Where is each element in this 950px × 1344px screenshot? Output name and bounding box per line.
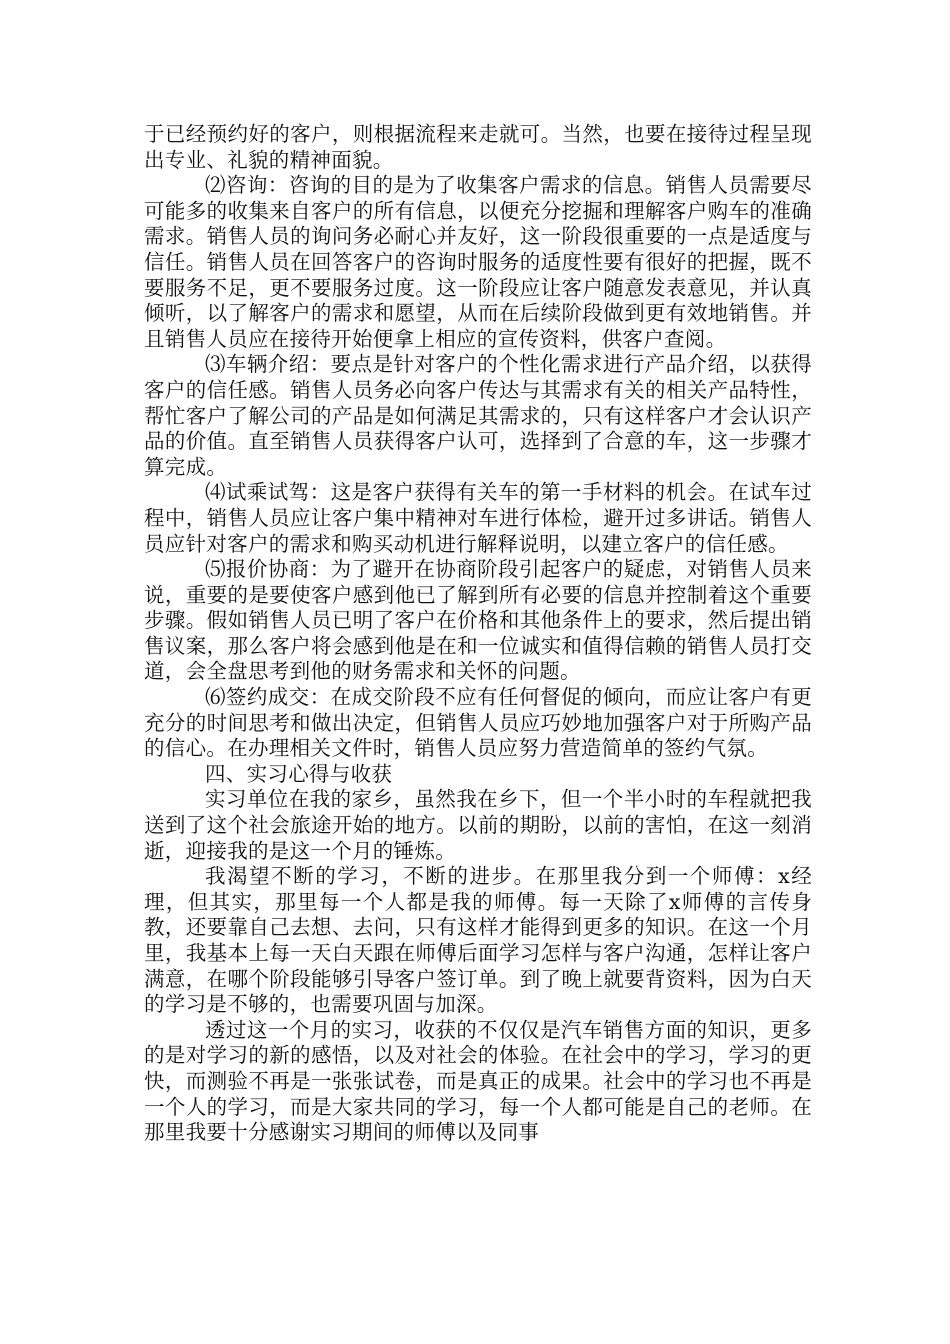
document-body: [144, 122, 812, 1146]
paragraph-internship-gains: 透过这一个月的实习，收获的不仅仅是汽车销售方面的知识，更多的是对学习的新的感悟，以及对社会的体验。在社会中的学习，学习的更快，而测验不再是一张张试卷，而是真正的成果。社会中的学习也不再是一个人的学习，而是大家共同的学习，每一个人都可能是自己的老师。在那里我要十分感谢实习期间的师傅以及同事: [144, 1017, 812, 1145]
paragraph-internship-location: 实习单位在我的家乡，虽然我在乡下，但一个半小时的车程就把我送到了这个社会旅途开始的地方。以前的期盼，以前的害怕，在这一刻消逝，迎接我的是这一个月的锤炼。: [144, 787, 812, 863]
section-heading: 四、实习心得与收获: [205, 761, 393, 786]
paragraph-test-drive: ⑷试乘试驾：这是客户获得有关车的第一手材料的机会。在试车过程中，销售人员应让客户集中精神对车进行体检，避开过多讲话。销售人员应针对客户的需求和购买动机进行解释说明，以建立客户的信任感。: [144, 480, 812, 556]
paragraph-learning-from-mentor: 我渴望不断的学习，不断的进步。在那里我分到一个师傅：x经理，但其实，那里每一个人都是我的师傅。每一天除了x师傅的言传身教，还要靠自己去想、去问，只有这样才能得到更多的知识。在这一个月里，我基本上每一天白天跟在师傅后面学习怎样与客户沟通，怎样让客户满意，在哪个阶段能够引导客户签订单。到了晚上就要背资料，因为白天的学习是不够的，也需要巩固与加深。: [144, 864, 812, 1017]
paragraph-contract-signing: ⑹签约成交：在成交阶段不应有任何督促的倾向，而应让客户有更充分的时间思考和做出决定，但销售人员应巧妙地加强客户对于所购产品的信心。在办理相关文件时，销售人员应努力营造简单的签约气氛。: [144, 685, 812, 761]
paragraph-reception-continued: 于已经预约好的客户，则根据流程来走就可。当然，也要在接待过程呈现出专业、礼貌的精神面貌。: [144, 122, 812, 172]
paragraph-price-negotiation: ⑸报价协商：为了避开在协商阶段引起客户的疑虑，对销售人员来说，重要的是要使客户感到他已了解到所有必要的信息并控制着这个重要步骤。假如销售人员已明了客户在价格和其他条件上的要求，然后提出销售议案，那么客户将会感到他是在和一位诚实和值得信赖的销售人员打交道，会全盘思考到他的财务需求和关怀的问题。: [144, 557, 812, 684]
paragraph-vehicle-introduction: ⑶车辆介绍：要点是针对客户的个性化需求进行产品介绍，以获得客户的信任感。销售人员务必向客户传达与其需求有关的相关产品特性，帮忙客户了解公司的产品是如何满足其需求的，只有这样客户才会认识产品的价值。直至销售人员获得客户认可，选择到了合意的车，这一步骤才算完成。: [144, 352, 812, 479]
paragraph-consultation: ⑵咨询：咨询的目的是为了收集客户需求的信息。销售人员需要尽可能多的收集来自客户的所有信息，以便充分挖掘和理解客户购车的准确需求。销售人员的询问务必耐心并友好，这一阶段很重要的一点是适度与信任。销售人员在回答客户的咨询时服务的适度性要有很好的把握，既不要服务不足，更不要服务过度。这一阶段应让客户随意发表意见，并认真倾听，以了解客户的需求和愿望，从而在后续阶段做到更有效地销售。并且销售人员应在接待开始便拿上相应的宣传资料，供客户查阅。: [144, 173, 812, 351]
